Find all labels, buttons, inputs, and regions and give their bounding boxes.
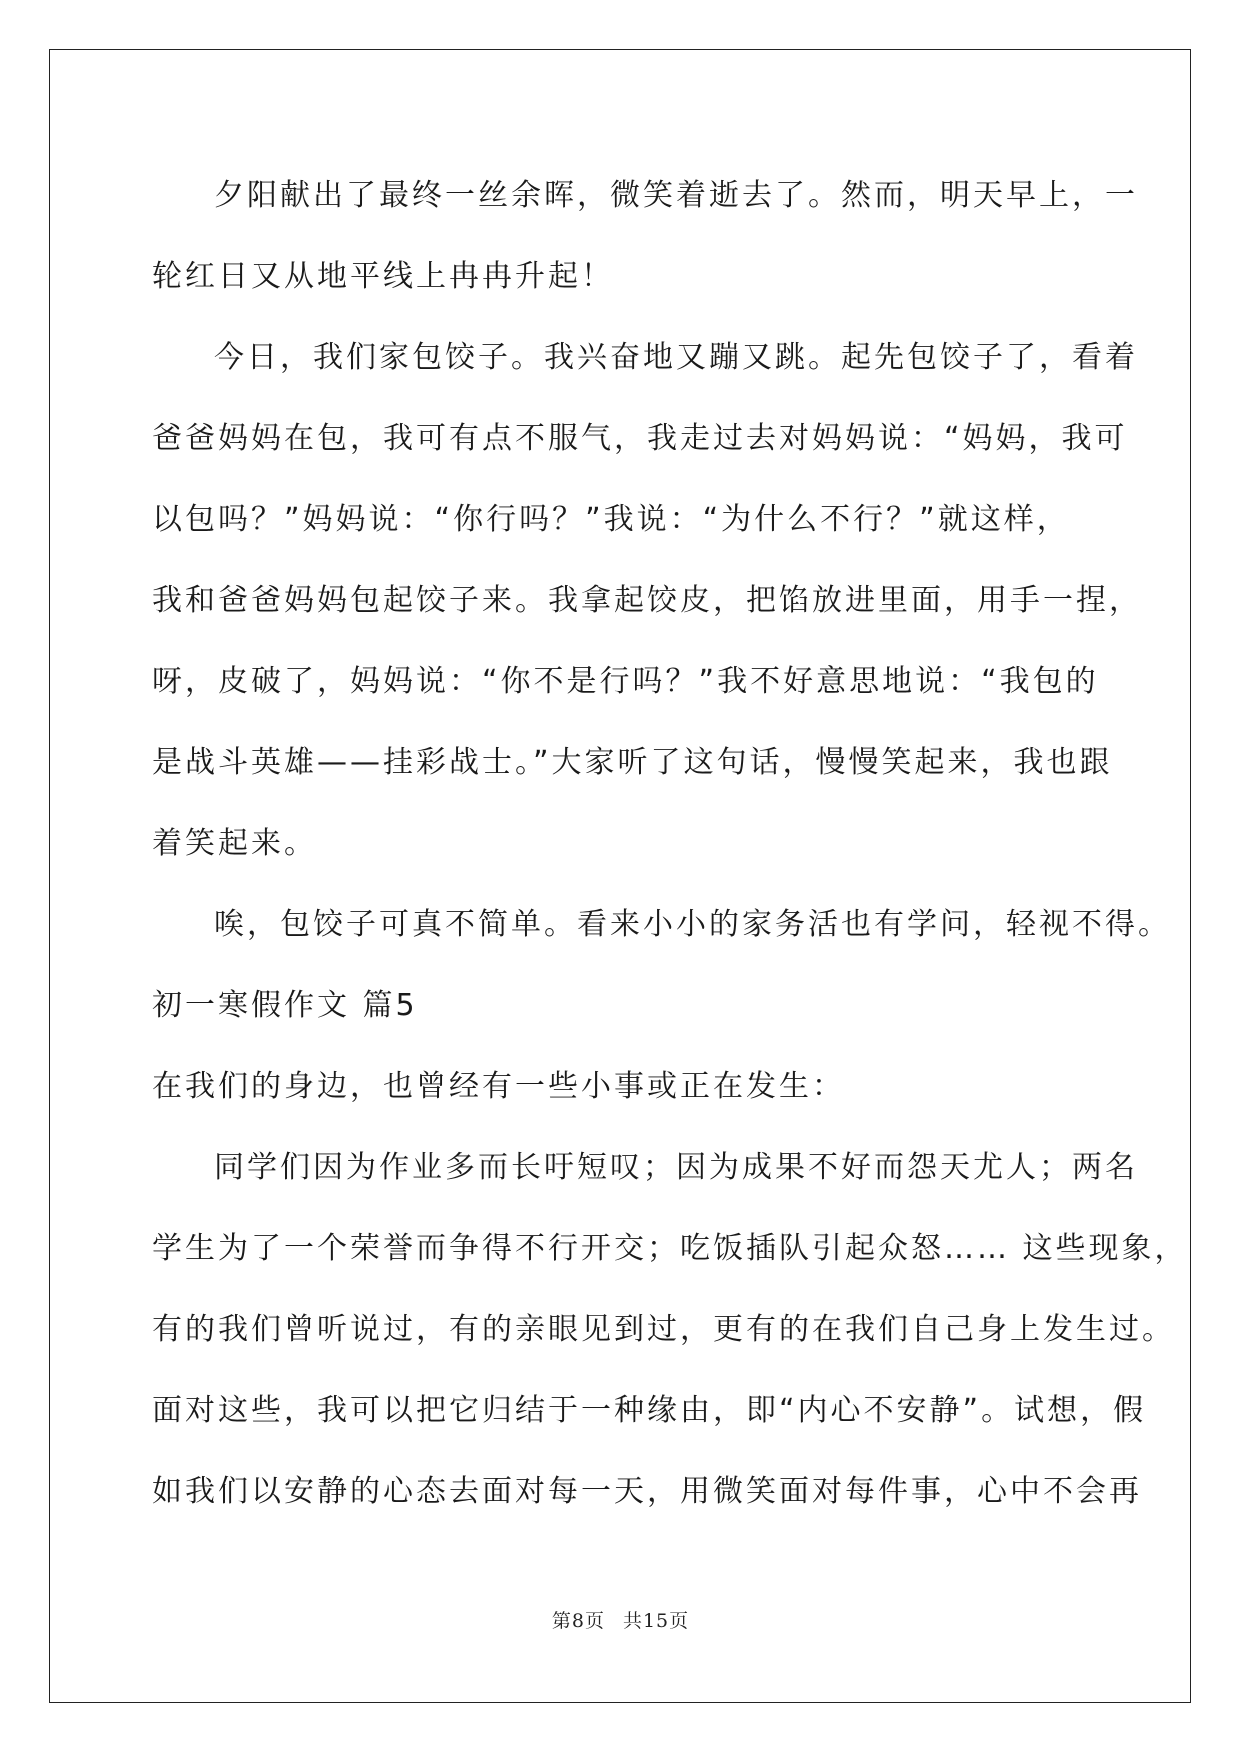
page-number-total: 共15页: [622, 1610, 690, 1632]
paragraph-line: 呀，皮破了，妈妈说：“你不是行吗？”我不好意思地说：“我包的: [152, 664, 1099, 699]
paragraph-line: 在我们的身边，也曾经有一些小事或正在发生：: [152, 1069, 845, 1104]
paragraph-line: 爸爸妈妈在包，我可有点不服气，我走过去对妈妈说：“妈妈，我可: [152, 421, 1128, 456]
paragraph-line: 我和爸爸妈妈包起饺子来。我拿起饺皮，把馅放进里面，用手一捏，: [152, 583, 1142, 618]
section-heading: 初一寒假作文 篇5: [152, 988, 418, 1023]
paragraph-line: 以包吗？”妈妈说：“你行吗？”我说：“为什么不行？”就这样，: [152, 502, 1070, 537]
paragraph-line: 学生为了一个荣誉而争得不行开交；吃饭插队引起众怒…… 这些现象，: [152, 1231, 1188, 1266]
document-body: [152, 155, 1188, 1532]
paragraph-line: 着笑起来。: [152, 826, 317, 861]
paragraph-line: 如我们以安静的心态去面对每一天，用微笑面对每件事，心中不会再: [152, 1474, 1142, 1509]
paragraph-line: 有的我们曾听说过，有的亲眼见到过，更有的在我们自己身上发生过。: [152, 1312, 1175, 1347]
paragraph-line: 轮红日又从地平线上冉冉升起！: [152, 259, 614, 294]
page-number-current: 第8页: [551, 1610, 605, 1632]
paragraph-line: 夕阳献出了最终一丝余晖，微笑着逝去了。然而，明天早上，一: [214, 178, 1138, 213]
paragraph-line: 是战斗英雄——挂彩战士。”大家听了这句话，慢慢笑起来，我也跟: [152, 745, 1113, 780]
paragraph-line: 面对这些，我可以把它归结于一种缘由，即“内心不安静”。试想，假: [152, 1393, 1147, 1428]
paragraph-line: 同学们因为作业多而长吁短叹；因为成果不好而怨天尤人；两名: [214, 1150, 1138, 1185]
paragraph-line: 唉，包饺子可真不简单。看来小小的家务活也有学问，轻视不得。: [214, 907, 1171, 942]
page-footer: [0, 1606, 1241, 1633]
paragraph-line: 今日，我们家包饺子。我兴奋地又蹦又跳。起先包饺子了，看着: [214, 340, 1138, 375]
